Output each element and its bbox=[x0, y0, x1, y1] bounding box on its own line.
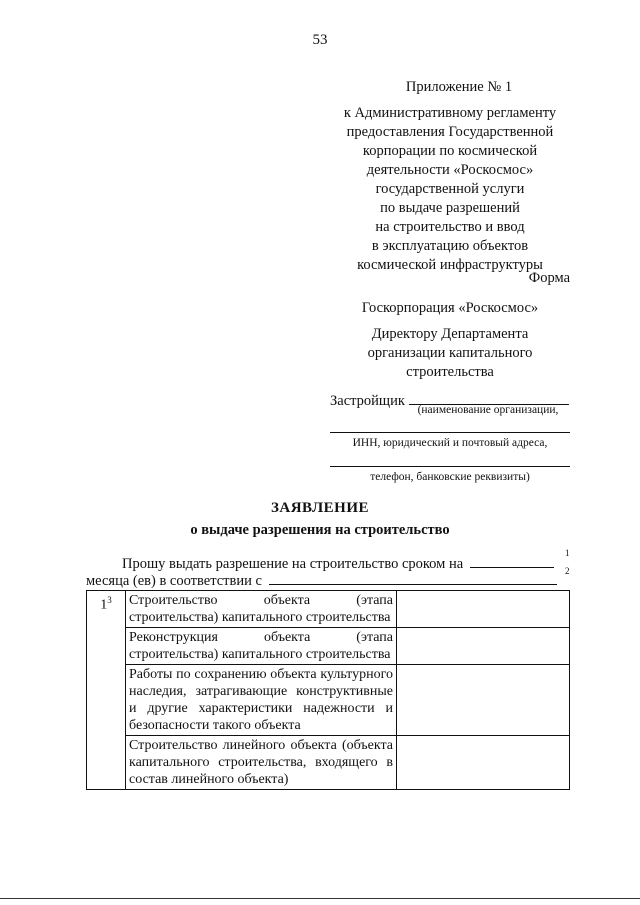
request-text-2: месяца (ев) в соответствии с bbox=[86, 573, 262, 589]
appendix-line: на строительство и ввод bbox=[375, 219, 525, 235]
work-type-description: Строительство линейного объекта (объекта капитального строительства, входящего в состав линейного объекта) bbox=[126, 736, 397, 790]
appendix-line: в эксплуатацию объектов bbox=[371, 238, 529, 254]
builder-fill-line-2[interactable] bbox=[330, 432, 570, 433]
document-heading: ЗАЯВЛЕНИЕ bbox=[270, 500, 370, 516]
page-number: 53 bbox=[312, 32, 328, 48]
work-type-mark-cell[interactable] bbox=[397, 665, 570, 736]
row-number-footnote: 3 bbox=[107, 595, 112, 605]
request-line-2 bbox=[86, 570, 557, 590]
builder-fill-line[interactable] bbox=[409, 390, 569, 405]
builder-fill-line-3[interactable] bbox=[330, 466, 570, 467]
footnote-marker-1: 1 bbox=[565, 548, 570, 558]
work-type-mark-cell[interactable] bbox=[397, 591, 570, 628]
appendix-block bbox=[330, 78, 570, 275]
addressee-line: Директору Департамента bbox=[371, 326, 529, 342]
appendix-line: космической инфраструктуры bbox=[357, 257, 543, 273]
row-number-cell bbox=[87, 591, 126, 790]
addressee-line: организации капитального bbox=[367, 345, 533, 361]
addressee-block bbox=[330, 325, 570, 382]
works-type-table bbox=[86, 590, 570, 790]
builder-hint-address: ИНН, юридический и почтовый адреса, bbox=[352, 437, 548, 449]
form-label: Форма bbox=[528, 270, 570, 286]
table-row bbox=[87, 591, 570, 628]
appendix-line: предоставления Государственной bbox=[346, 124, 554, 140]
row-number: 1 bbox=[100, 597, 108, 613]
addressee-line: строительства bbox=[406, 364, 494, 380]
appendix-line: к Административному регламенту bbox=[343, 105, 557, 121]
builder-hint-contacts: телефон, банковские реквизиты) bbox=[370, 471, 530, 483]
work-type-mark-cell[interactable] bbox=[397, 628, 570, 665]
appendix-line: по выдаче разрешений bbox=[380, 200, 520, 216]
work-type-description: Строительство объекта (этапа строительства) капитального строительства bbox=[126, 591, 397, 628]
table-row bbox=[87, 628, 570, 665]
work-type-description: Работы по сохранению объекта культурного наследия, затрагивающие конструктивные и другие характеристики надежности и безопасности такого объекта bbox=[126, 665, 397, 736]
footnote-marker-2: 2 bbox=[565, 566, 570, 576]
appendix-line: корпорации по космической bbox=[362, 143, 538, 159]
organization-name: Госкорпорация «Роскосмос» bbox=[361, 300, 539, 316]
appendix-line: государственной услуги bbox=[375, 181, 525, 197]
table-row bbox=[87, 736, 570, 790]
builder-label: Застройщик bbox=[330, 393, 405, 409]
page-bottom-edge bbox=[0, 898, 640, 899]
document-subheading: о выдаче разрешения на строительство bbox=[190, 522, 450, 538]
request-text-1: Прошу выдать разрешение на строительство сроком на bbox=[122, 556, 464, 572]
table-row bbox=[87, 665, 570, 736]
work-type-mark-cell[interactable] bbox=[397, 736, 570, 790]
builder-hint-name: (наименование организации, bbox=[417, 404, 559, 416]
term-fill-line[interactable] bbox=[470, 553, 554, 568]
appendix-title: Приложение № 1 bbox=[405, 79, 513, 95]
appendix-line: деятельности «Роскосмос» bbox=[366, 162, 534, 178]
basis-fill-line[interactable] bbox=[269, 570, 557, 585]
work-type-description: Реконструкция объекта (этапа строительства) капитального строительства bbox=[126, 628, 397, 665]
